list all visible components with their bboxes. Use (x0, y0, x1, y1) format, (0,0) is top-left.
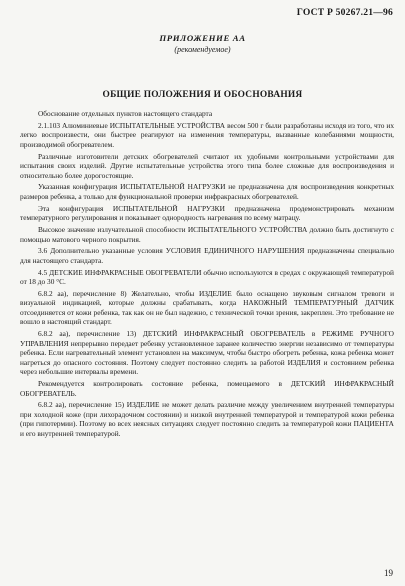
body-text (20, 109, 394, 441)
paragraph: 3.6 Дополнительно указанные условия УСЛОВИЯ ЕДИНИЧНОГО НАРУШЕНИЯ предназначены специально для настоящего стандарта. (20, 246, 394, 265)
paragraph: 6.8.2 аа), перечисление 15) ИЗДЕЛИЕ не может делать различие между увеличением внутренней температуры при холодной коже (при лихорадочном состоянии) и низкой внутренней температурой и температурой кожи ребенка (при гипотермии). Поэтому во всех неясных ситуациях следует постоянно следить за температурой кожи ПАЦИЕНТА и его внутренней температурой. (20, 400, 394, 439)
paragraph: Эта конфигурация ИСПЫТАТЕЛЬНОЙ НАГРУЗКИ предназначена продемонстрировать механизм температурного регулирования и показывает однородность нагревания по всему матрацу. (20, 203, 394, 223)
standard-header: ГОСТ Р 50267.21—96 (296, 7, 393, 18)
appendix-subtitle: (рекомендуемое) (174, 45, 231, 54)
appendix-title: ПРИЛОЖЕНИЕ АА (159, 33, 246, 43)
paragraph: Различные изготовители детских обогревателей считают их удобными контрольными устройствами для испытания своих изделий. Другие испытательные устройства этого типа более сложные для воспроизведения и относительно более дорогостоящие. (20, 151, 394, 180)
paragraph: Указанная конфигурация ИСПЫТАТЕЛЬНОЙ НАГРУЗКИ не предназначена для воспроизведения конкретных размеров ребенка, а только для функциональной проверки инфракрасных обогревателей. (20, 182, 394, 201)
paragraph: 6.8.2 аа), перечисление 8) Желательно, чтобы ИЗДЕЛИЕ было оснащено звуковым сигналом тревоги и визуальной индикацией, которые должны срабатывать, когда НАКОЖНЫЙ ТЕМПЕРАТУРНЫЙ ДАТЧИК отсоединяется от кожи ребенка, так как он не был надежно, с технической точки зрения, закреплен. Это требование не вошло в настоящий стандарт. (20, 288, 394, 327)
page-number: 19 (384, 568, 393, 578)
paragraph: Обоснование отдельных пунктов настоящего стандарта (38, 109, 213, 118)
paragraph: 2.1.103 Алюминиевые ИСПЫТАТЕЛЬНЫЕ УСТРОЙСТВА весом 500 г были разработаны исходя из того, что их легко воспроизвести, они быстрее реагируют на изменения температуры, вызванные колебаниями мощности, производимой обогревателем. (20, 120, 394, 149)
paragraph: Высокое значение излучательной способности ИСПЫТАТЕЛЬНОГО УСТРОЙСТВА должно быть достигнуто с помощью матового черного покрытия. (20, 224, 394, 244)
section-title: ОБЩИЕ ПОЛОЖЕНИЯ И ОБОСНОВАНИЯ (102, 90, 303, 100)
paragraph: 4.5 ДЕТСКИЕ ИНФРАКРАСНЫЕ ОБОГРЕВАТЕЛИ обычно используются в средах с окружающей температурой от 18 до 30 °С. (20, 267, 394, 287)
paragraph: 6.8.2 аа), перечисление 13) ДЕТСКИЙ ИНФРАКРАСНЫЙ ОБОГРЕВАТЕЛЬ в РЕЖИМЕ РУЧНОГО УПРАВЛЕНИЯ непрерывно передает ребенку установленное заранее количество энергии независимо от температуры ребенка. Если нагревательный элемент установлен на максимум, чтобы быстро обогреть ребенка, кожа ребенка может нагреться до опасного состояния. Поэтому следует постоянно следить за работой ИЗДЕЛИЯ и состоянием ребенка через небольшие интервалы времени. (20, 329, 394, 377)
paragraph: Рекомендуется контролировать состояние ребенка, помещаемого в ДЕТСКИЙ ИНФРАКРАСНЫЙ ОБОГРЕВАТЕЛЬ. (20, 379, 394, 398)
